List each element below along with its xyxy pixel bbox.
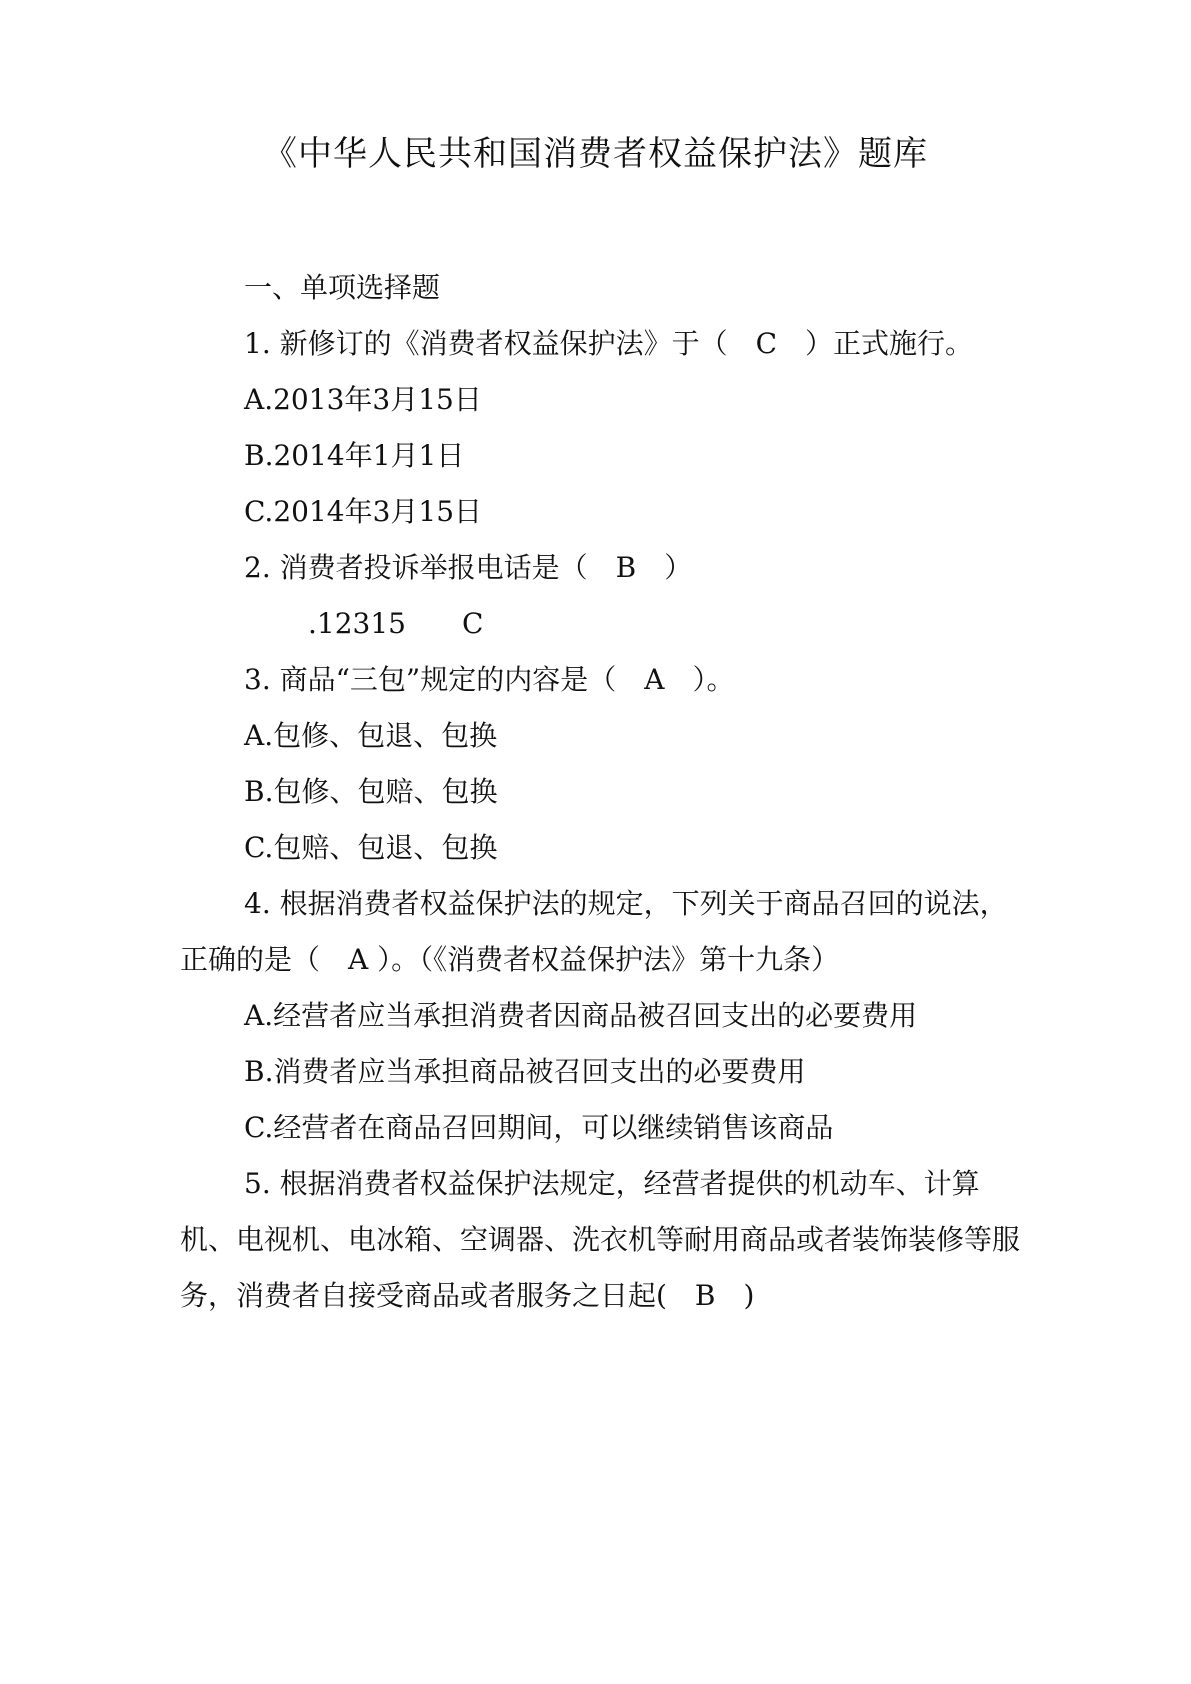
question-3-option-a: A.包修、包退、包换: [244, 719, 498, 752]
question-4-option-b: B.消费者应当承担商品被召回支出的必要费用: [244, 1055, 806, 1088]
document-title: 《中华人民共和国消费者权益保护法》题库: [263, 134, 928, 174]
question-2-stem: 2. 消费者投诉举报电话是（ B ）: [244, 551, 693, 584]
question-5-stem: 5. 根据消费者权益保护法规定，经营者提供的机动车、计算机、电视机、电冰箱、空调器、洗衣机等耐用商品或者装饰装修等服务，消费者自接受商品或者服务之日起( B ): [180, 1167, 1021, 1312]
question-3-stem: 3. 商品“三包”规定的内容是（ A ）。: [244, 663, 735, 696]
question-4-option-c: C.经营者在商品召回期间，可以继续销售该商品: [244, 1111, 834, 1144]
question-1-stem: 1. 新修订的《消费者权益保护法》于（ C ）正式施行。: [244, 327, 974, 360]
question-4-stem: 4. 根据消费者权益保护法的规定，下列关于商品召回的说法，正确的是（ A ）。（《消费者权益保护法》第十九条）: [180, 887, 1008, 976]
question-4-option-a: A.经营者应当承担消费者因商品被召回支出的必要费用: [244, 999, 918, 1032]
question-3-option-c: C.包赔、包退、包换: [244, 831, 498, 864]
question-3-option-b: B.包修、包赔、包换: [244, 775, 498, 808]
section-heading: 一、单项选择题: [244, 271, 441, 304]
document-body: [180, 260, 1025, 1324]
question-2-option: .12315 C: [308, 607, 484, 640]
question-1-option-c: C.2014年3月15日: [244, 495, 483, 528]
question-1-option-a: A.2013年3月15日: [244, 383, 482, 416]
question-1-option-b: B.2014年1月1日: [244, 439, 465, 472]
